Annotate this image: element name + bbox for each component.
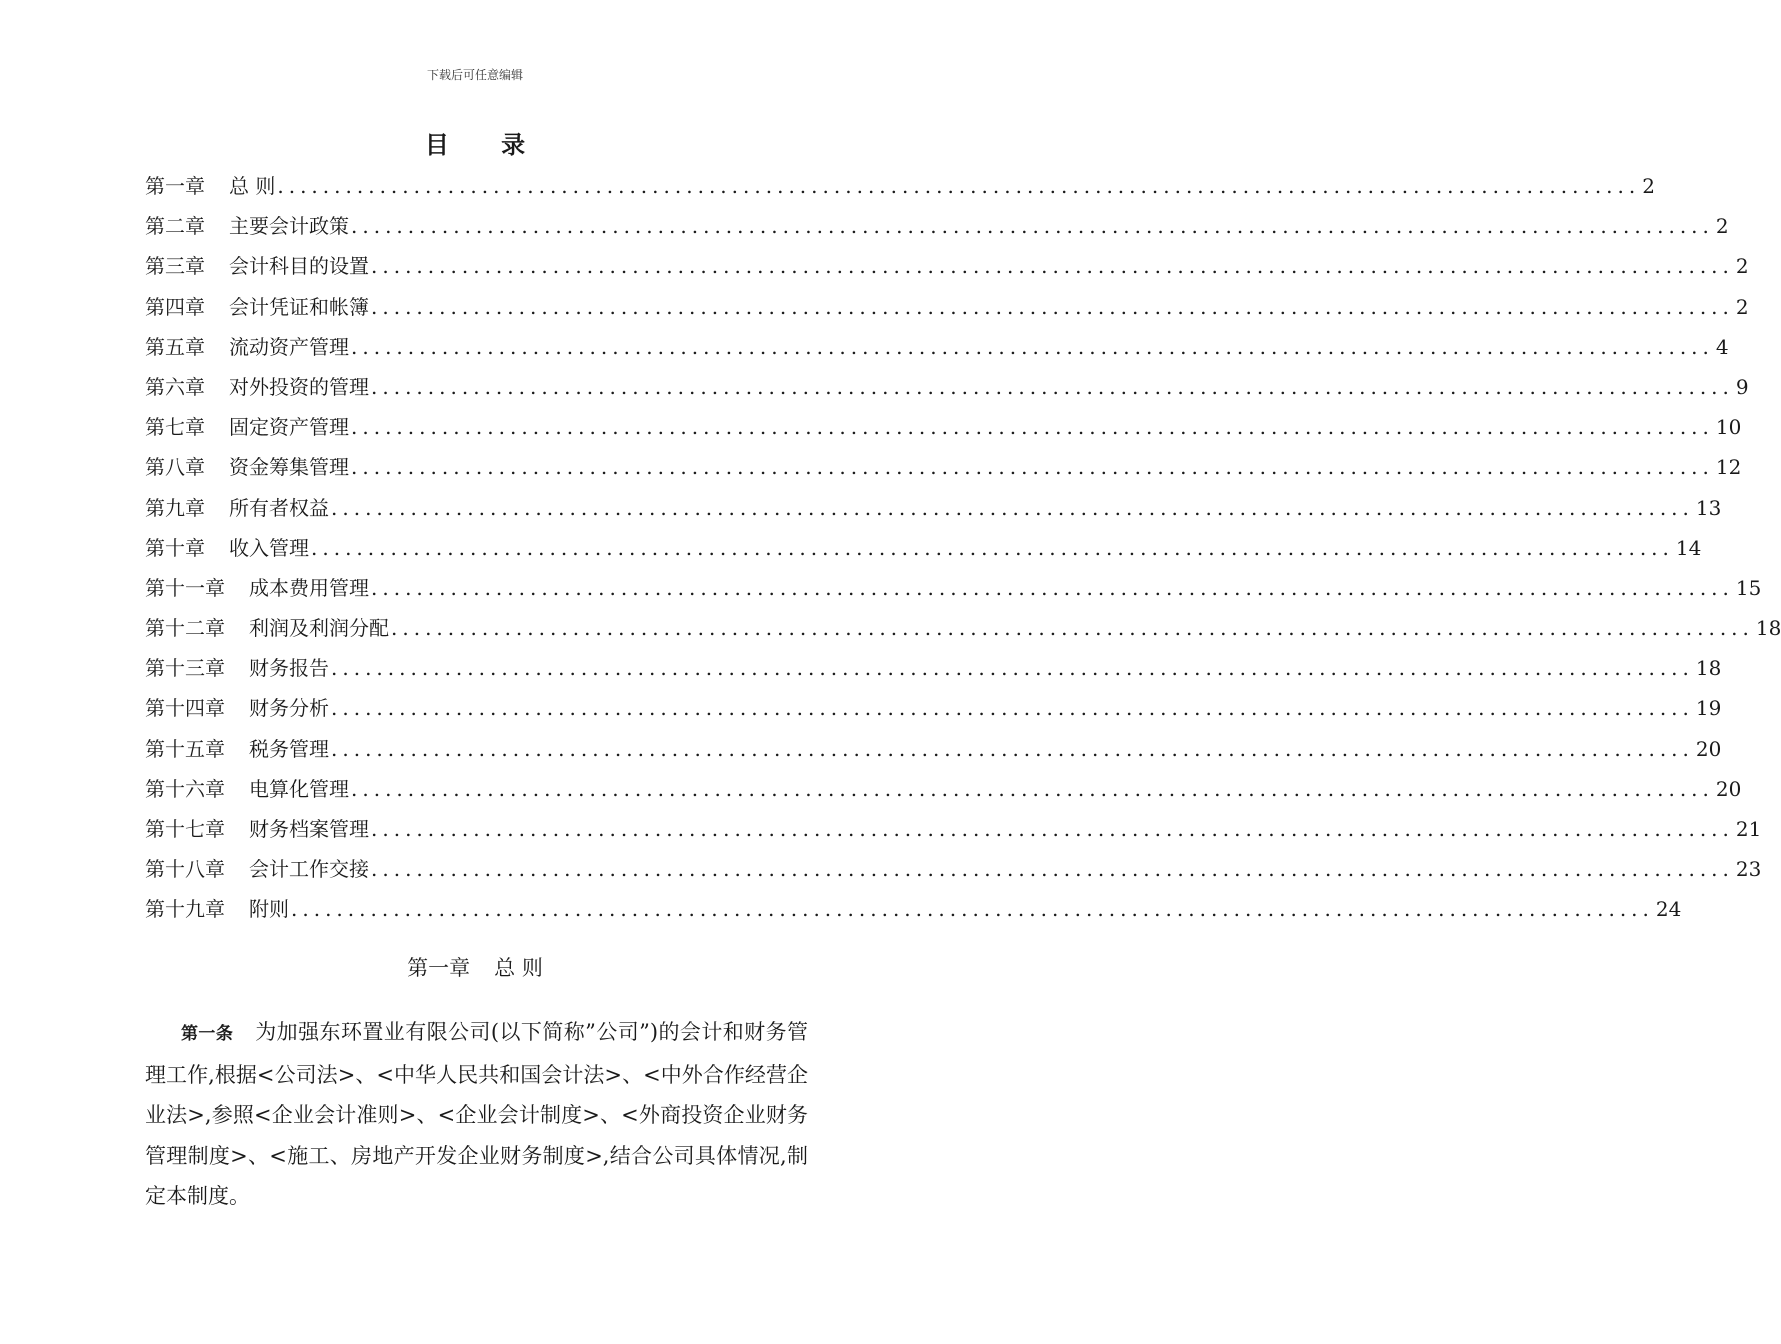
toc-chapter-number: 第七章 xyxy=(145,415,205,440)
toc-entry[interactable] xyxy=(145,166,1655,206)
toc-chapter-heading: 会计科目的设置 xyxy=(229,254,369,279)
chapter-title: 总 则 xyxy=(494,956,543,980)
toc-dot-leader: ........................................................................................................................ xyxy=(371,294,1734,319)
toc-page-number: 20 xyxy=(1715,776,1742,801)
toc-entry[interactable] xyxy=(145,367,1749,407)
toc-chapter-number: 第十章 xyxy=(145,535,205,560)
toc-entry[interactable] xyxy=(145,729,1722,769)
toc-entry[interactable] xyxy=(145,287,1749,327)
toc-entry[interactable] xyxy=(145,528,1702,568)
toc-chapter-heading: 成本费用管理 xyxy=(249,575,369,600)
toc-page-number: 14 xyxy=(1675,535,1702,560)
toc-page-number: 2 xyxy=(1642,174,1655,198)
toc-dot-leader: ........................................................................................................................ xyxy=(371,254,1734,279)
article-paragraph xyxy=(145,1012,808,1217)
article-label: 第一条 xyxy=(181,1024,234,1044)
toc-entry[interactable] xyxy=(145,206,1729,246)
toc-chapter-number: 第二章 xyxy=(145,214,205,239)
toc-entry[interactable] xyxy=(145,809,1762,849)
toc-page-number: 18 xyxy=(1755,616,1781,641)
toc-chapter-heading: 固定资产管理 xyxy=(229,415,349,440)
toc-chapter-number: 第十二章 xyxy=(145,616,225,641)
toc-dot-leader: ........................................................................................................................ xyxy=(391,616,1754,641)
toc-chapter-heading: 利润及利润分配 xyxy=(249,616,389,641)
toc-chapter-heading: 财务档案管理 xyxy=(249,817,369,841)
toc-chapter-number: 第一章 xyxy=(145,174,205,198)
toc-chapter-heading: 所有者权益 xyxy=(229,495,329,520)
toc-page-number: 23 xyxy=(1735,857,1762,882)
toc-page-number: 20 xyxy=(1695,736,1722,761)
toc-chapter-heading: 会计凭证和帐簿 xyxy=(229,294,369,319)
toc-page-number: 9 xyxy=(1735,374,1749,399)
toc-dot-leader: ........................................................................................................................ xyxy=(351,214,1714,239)
toc-dot-leader: ........................................................................................................................ xyxy=(371,857,1734,882)
toc-page-number: 19 xyxy=(1695,696,1722,721)
toc-chapter-number: 第十五章 xyxy=(145,736,225,761)
chapter-number: 第一章 xyxy=(407,956,471,980)
toc-page-number: 12 xyxy=(1715,455,1742,480)
toc-dot-leader: ........................................................................................................................ xyxy=(331,736,1694,761)
toc-dot-leader: ........................................................................................................................ xyxy=(331,495,1694,520)
toc-entry[interactable] xyxy=(145,688,1722,728)
toc-entry[interactable] xyxy=(145,327,1729,367)
toc-chapter-heading: 主要会计政策 xyxy=(229,214,349,239)
toc-page-number: 2 xyxy=(1715,214,1729,239)
toc-entry[interactable] xyxy=(145,407,1742,447)
toc-chapter-number: 第九章 xyxy=(145,495,205,520)
toc-dot-leader: ........................................................................................................................ xyxy=(291,897,1654,922)
toc-dot-leader: ........................................................................................................................ xyxy=(351,334,1714,359)
toc-chapter-heading: 对外投资的管理 xyxy=(229,374,369,399)
toc-chapter-number: 第十九章 xyxy=(145,897,225,922)
toc-entry[interactable] xyxy=(145,447,1742,487)
toc-dot-leader: ........................................................................................................................ xyxy=(371,575,1734,600)
toc-page-number: 2 xyxy=(1735,254,1749,279)
toc-chapter-number: 第十六章 xyxy=(145,776,225,801)
toc-entry[interactable] xyxy=(145,488,1722,528)
toc-chapter-number: 第十三章 xyxy=(145,656,225,681)
toc-entry[interactable] xyxy=(145,769,1742,809)
toc-chapter-heading: 收入管理 xyxy=(229,535,309,560)
toc-chapter-heading: 资金筹集管理 xyxy=(229,455,349,480)
toc-dot-leader: ........................................................................................................................ xyxy=(331,696,1694,721)
toc-chapter-heading: 流动资产管理 xyxy=(229,334,349,359)
toc-chapter-number: 第六章 xyxy=(145,374,205,399)
chapter-heading xyxy=(0,952,950,982)
toc-dot-leader: ........................................................................................................................ xyxy=(351,455,1714,480)
toc-page-number: 24 xyxy=(1655,897,1682,922)
toc-title: 目 录 xyxy=(424,130,548,159)
toc-chapter-heading: 税务管理 xyxy=(249,736,329,761)
article-text: 为加强东环置业有限公司(以下简称”公司”)的会计和财务管理工作,根据<公司法>、<中华人民共和国会计法>、<中外合作经营企业法>,参照<企业会计准则>、<企业会计制度>、<外商投资企业财务管理制度>、<施工、房地产开发企业财务制度>,结合公司具体情况,制定本制度。 xyxy=(145,1020,809,1208)
toc-chapter-number: 第三章 xyxy=(145,254,205,279)
toc-chapter-number: 第十七章 xyxy=(145,817,225,841)
table-of-contents xyxy=(145,166,1781,930)
toc-chapter-number: 第十八章 xyxy=(145,857,225,882)
toc-chapter-heading: 附则 xyxy=(249,897,289,922)
toc-dot-leader: ........................................................................................................................ xyxy=(331,656,1694,681)
toc-chapter-heading: 总 则 xyxy=(229,174,276,198)
toc-dot-leader: ........................................................................................................................ xyxy=(351,415,1714,440)
toc-dot-leader: ........................................................................................................................ xyxy=(277,174,1641,198)
toc-dot-leader: ........................................................................................................................ xyxy=(311,535,1674,560)
toc-page-number: 2 xyxy=(1735,294,1749,319)
toc-page-number: 4 xyxy=(1715,334,1729,359)
toc-chapter-number: 第十一章 xyxy=(145,575,225,600)
toc-dot-leader: ........................................................................................................................ xyxy=(351,776,1714,801)
toc-page-number: 21 xyxy=(1735,817,1762,841)
toc-chapter-number: 第五章 xyxy=(145,334,205,359)
toc-page-number: 13 xyxy=(1695,495,1722,520)
toc-chapter-number: 第十四章 xyxy=(145,696,225,721)
toc-entry[interactable] xyxy=(145,889,1682,929)
toc-chapter-heading: 会计工作交接 xyxy=(249,857,369,882)
toc-entry[interactable] xyxy=(145,849,1762,889)
toc-dot-leader: ........................................................................................................................ xyxy=(371,817,1734,841)
toc-page-number: 18 xyxy=(1695,656,1722,681)
toc-chapter-heading: 财务分析 xyxy=(249,696,329,721)
header-note: 下载后可任意编辑 xyxy=(426,68,523,82)
toc-page-number: 10 xyxy=(1715,415,1742,440)
toc-chapter-heading: 财务报告 xyxy=(249,656,329,681)
toc-dot-leader: ........................................................................................................................ xyxy=(371,374,1734,399)
toc-chapter-heading: 电算化管理 xyxy=(249,776,349,801)
toc-chapter-number: 第八章 xyxy=(145,455,205,480)
toc-chapter-number: 第四章 xyxy=(145,294,205,319)
toc-page-number: 15 xyxy=(1735,575,1762,600)
toc-entry[interactable] xyxy=(145,568,1762,608)
toc-entry[interactable] xyxy=(145,608,1781,648)
toc-entry[interactable] xyxy=(145,246,1749,286)
toc-entry[interactable] xyxy=(145,648,1722,688)
